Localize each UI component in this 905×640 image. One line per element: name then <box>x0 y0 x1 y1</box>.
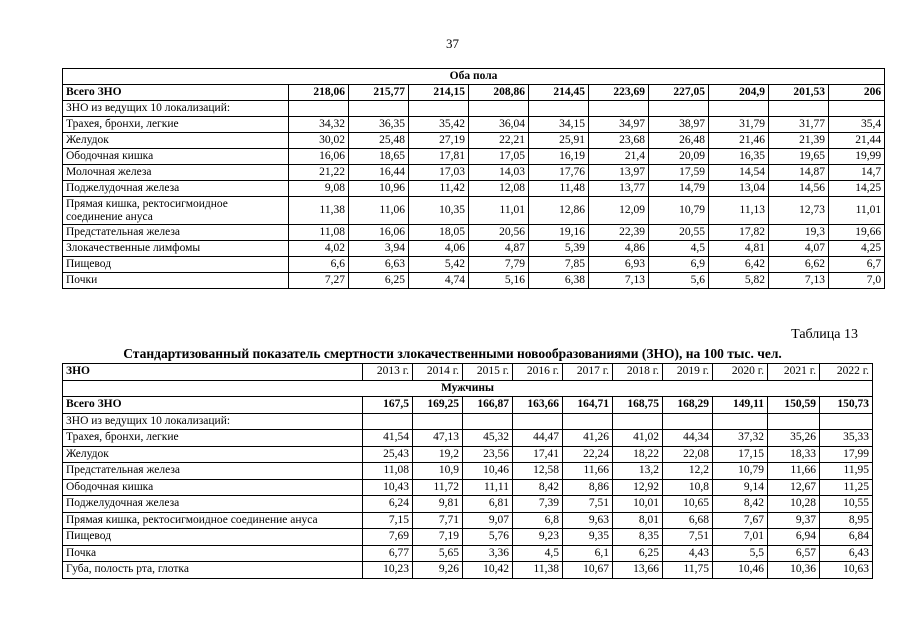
empty-cell <box>409 101 469 117</box>
row-label: Предстательная железа <box>63 225 289 241</box>
table-row <box>63 273 885 289</box>
row-value: 149,11 <box>713 397 768 414</box>
row-value: 6,7 <box>829 257 885 273</box>
row-value: 21,46 <box>709 133 769 149</box>
row-value: 4,25 <box>829 241 885 257</box>
row-value: 11,48 <box>529 181 589 197</box>
table-row <box>63 562 873 579</box>
row-value: 4,87 <box>469 241 529 257</box>
row-value: 4,81 <box>709 241 769 257</box>
row-value: 10,46 <box>463 463 513 480</box>
row-value: 41,26 <box>563 430 613 447</box>
row-value: 5,65 <box>413 545 463 562</box>
row-value: 25,91 <box>529 133 589 149</box>
row-value: 8,01 <box>613 512 663 529</box>
row-value: 22,21 <box>469 133 529 149</box>
row-label: Желудок <box>63 133 289 149</box>
row-value: 7,39 <box>513 496 563 513</box>
row-label: Всего ЗНО <box>63 397 363 414</box>
row-value: 5,82 <box>709 273 769 289</box>
empty-cell <box>713 413 768 430</box>
row-value: 13,77 <box>589 181 649 197</box>
row-value: 19,65 <box>769 149 829 165</box>
row-value: 4,43 <box>663 545 713 562</box>
row-value: 10,9 <box>413 463 463 480</box>
table-row <box>63 257 885 273</box>
row-label: Прямая кишка, ректосигмоидное соединение ануса <box>63 512 363 529</box>
row-value: 12,67 <box>768 479 820 496</box>
row-label: Губа, полость рта, глотка <box>63 562 363 579</box>
row-value: 6,25 <box>613 545 663 562</box>
row-value: 9,63 <box>563 512 613 529</box>
row-value: 7,85 <box>529 257 589 273</box>
row-value: 12,58 <box>513 463 563 480</box>
empty-cell <box>709 101 769 117</box>
row-value: 9,37 <box>768 512 820 529</box>
row-value: 10,55 <box>820 496 873 513</box>
row-value: 16,06 <box>289 149 349 165</box>
row-value: 17,82 <box>709 225 769 241</box>
row-value: 21,4 <box>589 149 649 165</box>
row-value: 23,68 <box>589 133 649 149</box>
empty-cell <box>613 413 663 430</box>
row-value: 31,77 <box>769 117 829 133</box>
total-row <box>63 85 885 101</box>
row-value: 10,8 <box>663 479 713 496</box>
section-title: Оба пола <box>63 69 885 85</box>
row-value: 6,42 <box>709 257 769 273</box>
table-row <box>63 430 873 447</box>
empty-cell <box>463 413 513 430</box>
row-value: 164,71 <box>563 397 613 414</box>
row-value: 13,2 <box>613 463 663 480</box>
row-value: 6,1 <box>563 545 613 562</box>
empty-cell <box>769 101 829 117</box>
row-value: 9,08 <box>289 181 349 197</box>
row-value: 14,25 <box>829 181 885 197</box>
row-value: 17,03 <box>409 165 469 181</box>
row-value: 9,35 <box>563 529 613 546</box>
row-value: 22,24 <box>563 446 613 463</box>
row-value: 4,5 <box>513 545 563 562</box>
row-value: 6,94 <box>768 529 820 546</box>
section-row <box>63 69 885 85</box>
row-value: 21,39 <box>769 133 829 149</box>
row-value: 41,02 <box>613 430 663 447</box>
subheading: ЗНО из ведущих 10 локализаций: <box>63 101 289 117</box>
row-label: Прямая кишка, ректосигмоидное соединение ануса <box>63 197 289 225</box>
row-value: 5,39 <box>529 241 589 257</box>
empty-cell <box>413 413 463 430</box>
row-value: 37,32 <box>713 430 768 447</box>
row-value: 7,0 <box>829 273 885 289</box>
row-value: 13,66 <box>613 562 663 579</box>
row-value: 12,2 <box>663 463 713 480</box>
row-value: 11,72 <box>413 479 463 496</box>
table-row <box>63 446 873 463</box>
row-value: 4,74 <box>409 273 469 289</box>
row-value: 11,38 <box>513 562 563 579</box>
row-value: 12,86 <box>529 197 589 225</box>
row-value: 11,75 <box>663 562 713 579</box>
row-value: 4,06 <box>409 241 469 257</box>
row-label: Пищевод <box>63 257 289 273</box>
table-number: Таблица 13 <box>791 327 858 342</box>
row-value: 23,56 <box>463 446 513 463</box>
row-value: 6,84 <box>820 529 873 546</box>
row-value: 218,06 <box>289 85 349 101</box>
row-value: 38,97 <box>649 117 709 133</box>
subheading-row <box>63 413 873 430</box>
table-both-sexes-body <box>63 69 885 289</box>
row-value: 41,54 <box>363 430 413 447</box>
row-value: 201,53 <box>769 85 829 101</box>
row-value: 223,69 <box>589 85 649 101</box>
row-value: 204,9 <box>709 85 769 101</box>
row-value: 11,66 <box>768 463 820 480</box>
row-value: 6,38 <box>529 273 589 289</box>
row-value: 25,48 <box>349 133 409 149</box>
row-value: 45,32 <box>463 430 513 447</box>
row-value: 21,44 <box>829 133 885 149</box>
row-label: Всего ЗНО <box>63 85 289 101</box>
section-title: Мужчины <box>63 380 873 397</box>
header-label: ЗНО <box>63 364 363 381</box>
row-value: 208,86 <box>469 85 529 101</box>
row-value: 8,42 <box>713 496 768 513</box>
row-value: 10,96 <box>349 181 409 197</box>
year-header: 2021 г. <box>768 364 820 381</box>
subheading: ЗНО из ведущих 10 локализаций: <box>63 413 363 430</box>
row-value: 35,4 <box>829 117 885 133</box>
empty-cell <box>289 101 349 117</box>
empty-cell <box>513 413 563 430</box>
row-value: 11,01 <box>469 197 529 225</box>
row-value: 168,75 <box>613 397 663 414</box>
table-row <box>63 165 885 181</box>
row-value: 11,38 <box>289 197 349 225</box>
row-value: 150,59 <box>768 397 820 414</box>
table-row <box>63 181 885 197</box>
row-value: 11,08 <box>363 463 413 480</box>
row-value: 4,07 <box>769 241 829 257</box>
row-value: 17,59 <box>649 165 709 181</box>
row-value: 10,35 <box>409 197 469 225</box>
row-value: 12,92 <box>613 479 663 496</box>
row-value: 7,67 <box>713 512 768 529</box>
row-value: 10,36 <box>768 562 820 579</box>
row-value: 10,28 <box>768 496 820 513</box>
row-value: 22,39 <box>589 225 649 241</box>
row-value: 7,71 <box>413 512 463 529</box>
table-row <box>63 133 885 149</box>
row-value: 7,79 <box>469 257 529 273</box>
row-value: 4,5 <box>649 241 709 257</box>
empty-cell <box>589 101 649 117</box>
row-value: 34,97 <box>589 117 649 133</box>
row-value: 150,73 <box>820 397 873 414</box>
empty-cell <box>820 413 873 430</box>
row-value: 10,67 <box>563 562 613 579</box>
row-value: 17,41 <box>513 446 563 463</box>
row-value: 8,35 <box>613 529 663 546</box>
row-value: 14,87 <box>769 165 829 181</box>
row-value: 166,87 <box>463 397 513 414</box>
table-row <box>63 197 885 225</box>
row-value: 6,77 <box>363 545 413 562</box>
row-value: 12,08 <box>469 181 529 197</box>
row-value: 9,23 <box>513 529 563 546</box>
row-value: 7,69 <box>363 529 413 546</box>
row-label: Трахея, бронхи, легкие <box>63 117 289 133</box>
row-value: 18,33 <box>768 446 820 463</box>
row-value: 11,13 <box>709 197 769 225</box>
row-value: 8,86 <box>563 479 613 496</box>
row-value: 14,54 <box>709 165 769 181</box>
empty-cell <box>829 101 885 117</box>
empty-cell <box>563 413 613 430</box>
row-value: 169,25 <box>413 397 463 414</box>
row-label: Желудок <box>63 446 363 463</box>
row-label: Предстательная железа <box>63 463 363 480</box>
row-value: 5,5 <box>713 545 768 562</box>
year-header: 2020 г. <box>713 364 768 381</box>
row-value: 47,13 <box>413 430 463 447</box>
row-value: 20,56 <box>469 225 529 241</box>
row-label: Почки <box>63 273 289 289</box>
row-value: 6,25 <box>349 273 409 289</box>
year-header: 2022 г. <box>820 364 873 381</box>
row-value: 11,06 <box>349 197 409 225</box>
page-number: 37 <box>446 36 459 51</box>
year-header: 2015 г. <box>463 364 513 381</box>
row-value: 20,55 <box>649 225 709 241</box>
row-value: 10,01 <box>613 496 663 513</box>
row-value: 13,97 <box>589 165 649 181</box>
row-value: 35,33 <box>820 430 873 447</box>
row-value: 6,6 <box>289 257 349 273</box>
row-value: 10,79 <box>649 197 709 225</box>
row-value: 11,95 <box>820 463 873 480</box>
row-value: 18,22 <box>613 446 663 463</box>
row-value: 11,25 <box>820 479 873 496</box>
row-value: 168,29 <box>663 397 713 414</box>
section-row <box>63 380 873 397</box>
table-row <box>63 149 885 165</box>
table-row <box>63 117 885 133</box>
row-value: 19,99 <box>829 149 885 165</box>
row-value: 4,86 <box>589 241 649 257</box>
table-caption: Стандартизованный показатель смертности злокачественными новообразованиями (ЗНО), на 100 тыс. чел. <box>123 346 782 361</box>
row-value: 10,65 <box>663 496 713 513</box>
row-value: 8,95 <box>820 512 873 529</box>
row-value: 30,02 <box>289 133 349 149</box>
row-value: 206 <box>829 85 885 101</box>
row-value: 6,93 <box>589 257 649 273</box>
row-value: 8,42 <box>513 479 563 496</box>
table-row <box>63 225 885 241</box>
row-value: 20,09 <box>649 149 709 165</box>
row-value: 13,04 <box>709 181 769 197</box>
table-both-sexes <box>62 68 885 289</box>
row-value: 7,27 <box>289 273 349 289</box>
row-label: Почка <box>63 545 363 562</box>
row-value: 21,22 <box>289 165 349 181</box>
row-value: 17,76 <box>529 165 589 181</box>
row-value: 11,66 <box>563 463 613 480</box>
row-value: 7,51 <box>563 496 613 513</box>
row-value: 34,32 <box>289 117 349 133</box>
row-value: 19,16 <box>529 225 589 241</box>
table-row <box>63 545 873 562</box>
row-value: 44,47 <box>513 430 563 447</box>
row-value: 19,66 <box>829 225 885 241</box>
row-value: 214,15 <box>409 85 469 101</box>
row-value: 17,81 <box>409 149 469 165</box>
row-value: 14,79 <box>649 181 709 197</box>
row-value: 3,94 <box>349 241 409 257</box>
empty-cell <box>768 413 820 430</box>
row-value: 17,05 <box>469 149 529 165</box>
row-value: 6,43 <box>820 545 873 562</box>
row-value: 6,24 <box>363 496 413 513</box>
year-header: 2017 г. <box>563 364 613 381</box>
row-value: 7,13 <box>589 273 649 289</box>
row-value: 14,03 <box>469 165 529 181</box>
row-value: 19,3 <box>769 225 829 241</box>
total-row <box>63 397 873 414</box>
row-value: 4,02 <box>289 241 349 257</box>
row-value: 10,63 <box>820 562 873 579</box>
row-value: 9,14 <box>713 479 768 496</box>
row-value: 6,8 <box>513 512 563 529</box>
row-value: 10,43 <box>363 479 413 496</box>
year-header: 2014 г. <box>413 364 463 381</box>
row-value: 6,57 <box>768 545 820 562</box>
year-header: 2018 г. <box>613 364 663 381</box>
row-value: 11,11 <box>463 479 513 496</box>
row-value: 7,13 <box>769 273 829 289</box>
table-men <box>62 363 873 579</box>
row-value: 5,6 <box>649 273 709 289</box>
row-label: Пищевод <box>63 529 363 546</box>
row-value: 6,62 <box>769 257 829 273</box>
row-value: 7,15 <box>363 512 413 529</box>
empty-cell <box>649 101 709 117</box>
row-value: 9,26 <box>413 562 463 579</box>
row-value: 26,48 <box>649 133 709 149</box>
row-value: 44,34 <box>663 430 713 447</box>
empty-cell <box>363 413 413 430</box>
row-value: 7,19 <box>413 529 463 546</box>
row-value: 12,73 <box>769 197 829 225</box>
empty-cell <box>529 101 589 117</box>
row-value: 31,79 <box>709 117 769 133</box>
row-value: 6,9 <box>649 257 709 273</box>
row-value: 14,56 <box>769 181 829 197</box>
row-value: 167,5 <box>363 397 413 414</box>
row-value: 25,43 <box>363 446 413 463</box>
row-value: 10,23 <box>363 562 413 579</box>
row-value: 10,42 <box>463 562 513 579</box>
row-value: 7,01 <box>713 529 768 546</box>
table-row <box>63 512 873 529</box>
row-value: 3,36 <box>463 545 513 562</box>
row-value: 10,79 <box>713 463 768 480</box>
row-value: 36,35 <box>349 117 409 133</box>
row-value: 6,68 <box>663 512 713 529</box>
year-header: 2016 г. <box>513 364 563 381</box>
table-row <box>63 529 873 546</box>
row-value: 227,05 <box>649 85 709 101</box>
row-label: Ободочная кишка <box>63 149 289 165</box>
row-value: 11,42 <box>409 181 469 197</box>
header-row <box>63 364 873 381</box>
table-row <box>63 496 873 513</box>
row-value: 35,42 <box>409 117 469 133</box>
row-value: 16,35 <box>709 149 769 165</box>
row-value: 11,01 <box>829 197 885 225</box>
row-value: 18,65 <box>349 149 409 165</box>
row-value: 18,05 <box>409 225 469 241</box>
row-label: Молочная железа <box>63 165 289 181</box>
row-value: 6,63 <box>349 257 409 273</box>
table-men-body <box>63 364 873 579</box>
empty-cell <box>469 101 529 117</box>
year-header: 2013 г. <box>363 364 413 381</box>
table-row <box>63 463 873 480</box>
empty-cell <box>663 413 713 430</box>
row-value: 36,04 <box>469 117 529 133</box>
row-value: 14,7 <box>829 165 885 181</box>
subheading-row <box>63 101 885 117</box>
row-value: 16,44 <box>349 165 409 181</box>
row-value: 16,06 <box>349 225 409 241</box>
row-value: 214,45 <box>529 85 589 101</box>
row-value: 5,42 <box>409 257 469 273</box>
table-row <box>63 241 885 257</box>
row-value: 9,81 <box>413 496 463 513</box>
row-value: 6,81 <box>463 496 513 513</box>
row-label: Поджелудочная железа <box>63 496 363 513</box>
row-value: 10,46 <box>713 562 768 579</box>
year-header: 2019 г. <box>663 364 713 381</box>
row-value: 34,15 <box>529 117 589 133</box>
row-value: 17,99 <box>820 446 873 463</box>
row-value: 16,19 <box>529 149 589 165</box>
table-row <box>63 479 873 496</box>
row-value: 9,07 <box>463 512 513 529</box>
row-value: 35,26 <box>768 430 820 447</box>
row-value: 19,2 <box>413 446 463 463</box>
row-value: 5,76 <box>463 529 513 546</box>
row-label: Злокачественные лимфомы <box>63 241 289 257</box>
row-label: Ободочная кишка <box>63 479 363 496</box>
row-value: 215,77 <box>349 85 409 101</box>
row-value: 12,09 <box>589 197 649 225</box>
row-value: 27,19 <box>409 133 469 149</box>
row-value: 5,16 <box>469 273 529 289</box>
row-value: 22,08 <box>663 446 713 463</box>
row-label: Поджелудочная железа <box>63 181 289 197</box>
row-value: 11,08 <box>289 225 349 241</box>
row-value: 17,15 <box>713 446 768 463</box>
row-value: 7,51 <box>663 529 713 546</box>
row-value: 163,66 <box>513 397 563 414</box>
empty-cell <box>349 101 409 117</box>
row-label: Трахея, бронхи, легкие <box>63 430 363 447</box>
